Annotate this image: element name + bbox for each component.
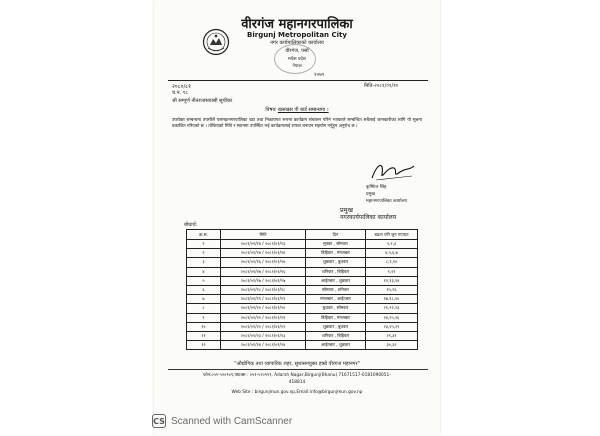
serial-cell: ८ — [187, 304, 221, 313]
date-cell: २०८१/०१/१९ / २०८१/०१/१९ — [221, 295, 306, 304]
ward-cell: १,२,३ — [366, 240, 418, 249]
table-row — [187, 285, 418, 294]
serial-cell: ४ — [187, 267, 221, 276]
table-row — [187, 295, 418, 304]
date-cell: २०८१/०१/१७ / २०८१/०१/१६ — [221, 267, 306, 276]
date-cell: २०८१/०१/२४ / २०८१/०१/२४ — [221, 341, 306, 350]
date-cell: २०८१/०१/१६ / २०८१/०१/१४ — [221, 258, 306, 267]
date-cell: २०८१/०१/२० / २०८१/०१/२० — [221, 304, 306, 313]
ward-cell: १५,१६ — [366, 285, 418, 294]
recipient: श्री सम्पूर्ण नीतराजसवासी सूचीका — [172, 98, 233, 104]
country: नेपाल — [292, 64, 302, 69]
serial-cell: ६ — [187, 285, 221, 294]
footer-slogan: "औद्योगिक तथा व्यापारिक शहर, सुशासनयुक्त हाम्रो वीरगंज महानगर" — [234, 361, 360, 367]
office-stamp-icon — [274, 44, 316, 74]
ward-cell: ३०,३२ — [366, 341, 418, 350]
signer-name: कृष्णिल सिंह — [366, 185, 387, 190]
cha-number: च.न. ९८ — [172, 90, 188, 96]
ward-cell: ४,५,६,७ — [366, 249, 418, 258]
day-cell: बिहिवार , मंगलबार — [306, 313, 366, 322]
table-row — [187, 331, 418, 340]
footer-contacts-cont: 418814 — [288, 380, 306, 385]
ward-cell: १७,१८,२० — [366, 295, 418, 304]
day-cell: बुधवार , सोमवार — [306, 304, 366, 313]
subject-line — [154, 107, 440, 113]
camscanner-text: Scanned with CamScanner — [171, 415, 293, 427]
header-divider — [168, 80, 428, 81]
municipality-title-nepali: वीरगंज महानगरपालिका — [241, 17, 353, 32]
day-cell: शनिवार , बिहिवार — [306, 267, 366, 276]
header-date: मिति — [221, 230, 306, 240]
day-cell: आईतबार , शुक्रवार — [306, 276, 366, 285]
ward-cell: २३,२५,२१ — [366, 322, 418, 331]
serial-cell: ७ — [187, 295, 221, 304]
day-cell: शुक्रवार , बुधवार — [306, 258, 366, 267]
signer-title: प्रमुख — [366, 192, 375, 197]
table-row — [187, 322, 418, 331]
day-cell: सोमवार , शनिवार — [306, 285, 366, 294]
serial-cell: १० — [187, 322, 221, 331]
table-row — [187, 304, 418, 313]
establishment-year: २०७९ — [314, 72, 325, 78]
reference-number: २०८०/८१ — [172, 84, 192, 90]
day-cell: मंगलबार , आईतबार — [306, 295, 366, 304]
serial-cell: १ — [187, 240, 221, 249]
document-page — [154, 0, 440, 436]
day-cell: शनिवार , बिहिवार — [306, 331, 366, 340]
header-ward: बढता पनि जुन गएपात — [366, 230, 418, 240]
header-day: दिन — [306, 230, 366, 240]
serial-cell: ३ — [187, 258, 221, 267]
table-row — [187, 258, 418, 267]
footer-website: Web Site : birgunjmun.gov.np,Email:info@birgunjmun.gov.np — [231, 390, 363, 395]
signature-icon — [368, 158, 418, 184]
table-row — [187, 276, 418, 285]
letter-date: मिति-२०८१/०१/१० — [364, 83, 399, 89]
footer-contacts: फोन:०५१-५२०९०९,फ्याक्स : ०५१-५२०९१९, Adarsh Nagar,Birgunj(Bhanu) 71671517-0181090051- — [203, 373, 391, 378]
day-cell: बिहिवार , मंगलबार — [306, 249, 366, 258]
day-cell: मुक्का , सोमवार — [306, 240, 366, 249]
ward-cell: २४,२५,२६ — [366, 313, 418, 322]
header-serial: क्र.स. — [187, 230, 221, 240]
letter-body: उपरोक्त सम्बन्धमा तपसीलै यसमहानगरपालिका वडा तथा निकायगत रूपमा कार्यक्रम संचालन गरिने भएकाले सम्बन्धित सबैलाई जानकारीका लागि यो सूचना प्रकाशित गरिएको छ । तोकिएको मिति र स्थानमा उपस्थित भई कार्यक्रमलाई सफल बनाउन सहयोग गर्नुहुन अनुरोध छ । — [172, 118, 422, 130]
serial-cell: २ — [187, 249, 221, 258]
date-cell: २०८१/०१/१४ / २०८१/०१/१४ — [221, 249, 306, 258]
serial-cell: ९ — [187, 313, 221, 322]
camscanner-logo-icon: CS — [152, 414, 166, 428]
subject-text: खसखस पी बार्ड सम्बन्धमा । — [277, 107, 329, 113]
date-cell: २०८१/०१/२२ / २०८१/०१/२२ — [221, 322, 306, 331]
serial-cell: ५ — [187, 276, 221, 285]
official-stamp-line-1: प्रमुख — [340, 206, 353, 214]
table-row — [187, 249, 418, 258]
date-cell: २०८१/०१/१७ / २०८१/०१/१७ — [221, 276, 306, 285]
ward-cell: २९,३१ — [366, 331, 418, 340]
camscanner-watermark — [152, 414, 292, 428]
official-stamp-line-2: नगरकार्यपालिका कार्यालय — [340, 214, 397, 221]
table-row — [187, 240, 418, 249]
table-row — [187, 267, 418, 276]
serial-cell: १२ — [187, 341, 221, 350]
ward-cell: १,११ — [366, 267, 418, 276]
municipality-title-english: Birgunj Metropolitan City — [247, 31, 347, 39]
ward-cell: २१,२२,२३ — [366, 304, 418, 313]
table-row — [187, 341, 418, 350]
table-header-row — [187, 230, 418, 240]
footer-divider — [168, 369, 428, 370]
table-row — [187, 313, 418, 322]
signer-office: महानगरपालिका कार्यालय — [366, 199, 408, 204]
date-cell: २०८१/०१/१४ / २०८१/०१/१३ — [221, 240, 306, 249]
address: वीरगंज, पर्सा — [285, 48, 309, 54]
date-cell: २०८१/०१/२१ / २०८१/०१/२१ — [221, 313, 306, 322]
day-cell: शुक्रवार , बुधवार — [306, 322, 366, 331]
serial-cell: ११ — [187, 331, 221, 340]
copy-label: बोधार्थ: — [184, 222, 198, 228]
date-cell: २०८१/०१/२३ / २०८१/०१/२३ — [221, 331, 306, 340]
ward-cell: १२,१३,१४ — [366, 276, 418, 285]
schedule-table — [186, 229, 418, 350]
province: मधेश प्रदेश — [288, 57, 306, 62]
office-name: नगर कार्यपालिकाको कार्यालय — [270, 40, 324, 46]
subject-label: विषयः — [265, 107, 277, 113]
day-cell: आईतबार , शुक्रवार — [306, 341, 366, 350]
ward-cell: ८,९,१० — [366, 258, 418, 267]
date-cell: २०८१/०१/१८ / २०८१/०१/१८ — [221, 285, 306, 294]
